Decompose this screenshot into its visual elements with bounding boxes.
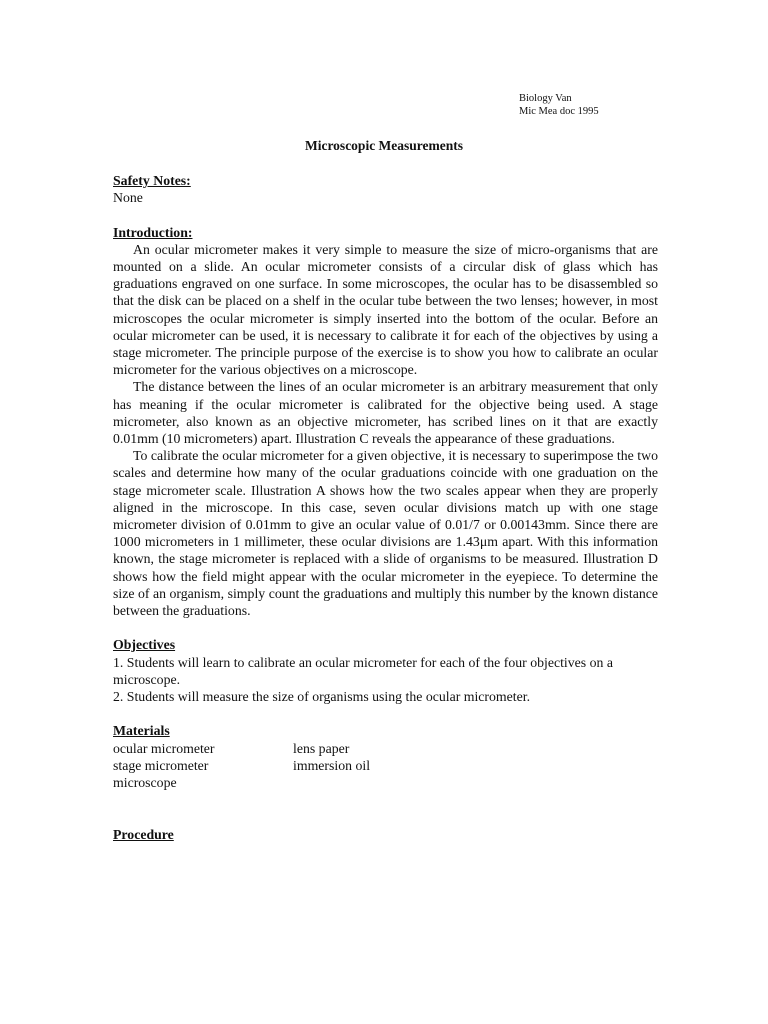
materials-heading: Materials <box>113 723 170 739</box>
objectives-heading: Objectives <box>113 637 176 653</box>
intro-paragraph-2: The distance between the lines of an ocular micrometer is an arbitrary measurement that only has meaning if the ocular micrometer is calibrated for the objective being used. A stage micrometer, also known as an objective micrometer, has scribed lines on it that are exactly 0.01mm (10 micrometers) apart. Illustration C reveals the appearance of these graduations. <box>113 379 658 447</box>
header-line-1: Biology Van <box>519 93 572 104</box>
header-block <box>519 92 599 118</box>
objective-item-2: 2. Students will measure the size of organisms using the ocular micrometer. <box>113 689 531 705</box>
material-item: stage micrometer <box>113 757 209 773</box>
intro-paragraph-3: To calibrate the ocular micrometer for a given objective, it is necessary to superimpose the two scales and determine how many of the ocular graduations coincide with one graduation on the stage micrometer scale. Illustration A shows how the two scales appear when they are properly aligned in the microscope. In this case, seven ocular divisions match up with one stage micrometer division of 0.01mm to give an ocular value of 0.01/7 or 0.00143mm. Since there are 1000 micrometers in 1 millimeter, these ocular divisions are 1.43μm apart. With this information known, the stage micrometer is replaced with a slide of organisms to be measured. Illustration D shows how the field might appear with the ocular micrometer in the eyepiece. To determine the size of an organism, simply count the graduations and multiply this number by the known distance between the graduations. <box>113 448 658 619</box>
document-body <box>113 172 658 843</box>
document-title: Microscopic Measurements <box>304 138 464 153</box>
safety-text: None <box>113 190 143 206</box>
header-line-2: Mic Mea doc 1995 <box>519 106 599 117</box>
intro-paragraph-1: An ocular micrometer makes it very simple to measure the size of micro-organisms that are mounted on a slide. An ocular micrometer consists of a circular disk of glass which has graduations engraved on one surface. In some microscopes, the ocular has to be disassembled so that the disk can be placed on a shelf in the ocular tube between the two lenses; however, in most microscopes the ocular micrometer is simply inserted into the bottom of the ocular. Before an ocular micrometer can be used, it is necessary to calibrate it for each of the objectives by using a stage micrometer. The principle purpose of the exercise is to show you how to calibrate an ocular micrometer for the various objectives on a microscope. <box>113 241 658 378</box>
material-item <box>293 774 493 791</box>
material-item: immersion oil <box>293 757 371 773</box>
materials-row <box>113 740 658 757</box>
materials-row <box>113 774 658 791</box>
objective-item-1: 1. Students will learn to calibrate an ocular micrometer for each of the four objectives on a microscope. <box>113 654 613 687</box>
procedure-heading: Procedure <box>113 826 174 842</box>
safety-heading: Safety Notes: <box>113 173 191 188</box>
introduction-heading: Introduction: <box>113 224 193 240</box>
material-item: ocular micrometer <box>113 740 215 756</box>
materials-row <box>113 757 658 774</box>
material-item: microscope <box>113 775 177 791</box>
material-item: lens paper <box>293 740 350 756</box>
